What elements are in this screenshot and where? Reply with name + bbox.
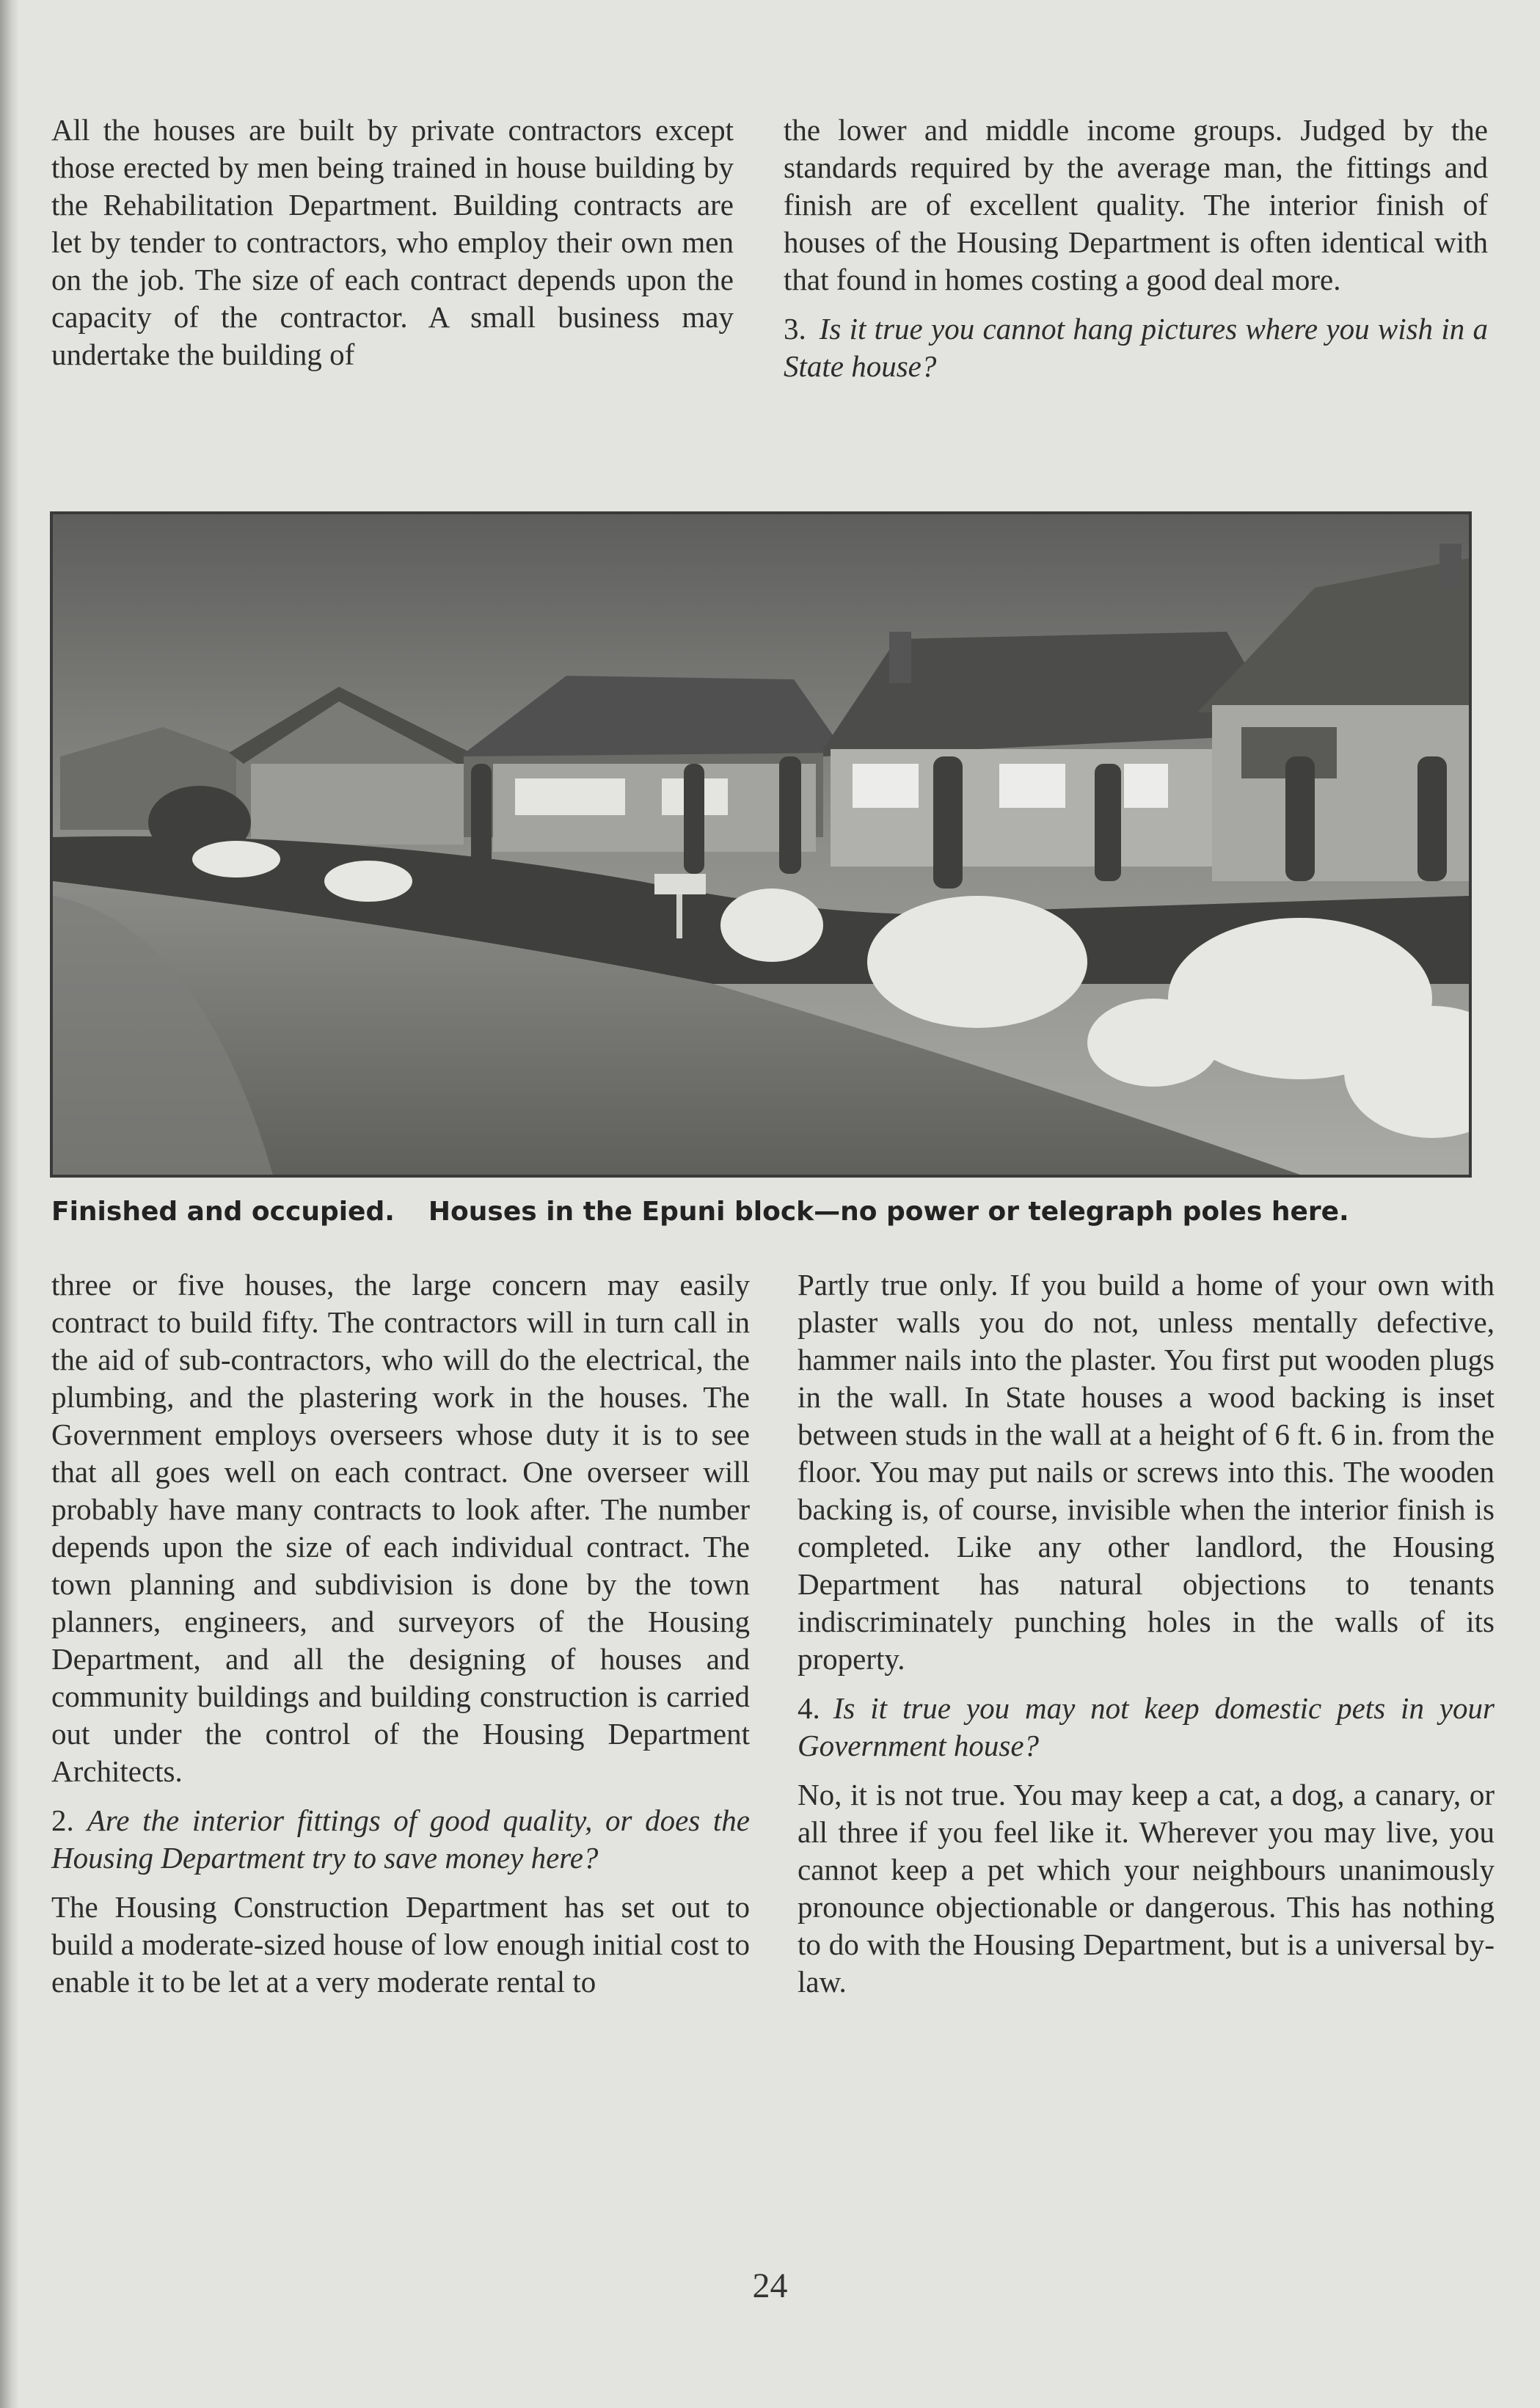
- top-left-column: [51, 112, 734, 373]
- bottom-left-column: [51, 1266, 750, 2001]
- paragraph-income-groups: the lower and middle income groups. Judged by the standards required by the average man, the fittings and finish are of excellent quality. The interior finish of houses of the Housing Department is often identical with that found in homes costing a good deal more.: [784, 113, 1488, 296]
- page-number: 24: [752, 2266, 788, 2305]
- question-4: [798, 1690, 1495, 1765]
- top-right-column: [784, 112, 1488, 385]
- photo-caption: [51, 1194, 1489, 1230]
- question-4-text: Is it true you may not keep domestic pets in your Government house?: [798, 1691, 1495, 1762]
- page-edge-shadow: [0, 0, 19, 2408]
- caption-part1: Finished and occupied.: [51, 1197, 395, 1227]
- paragraph-partly-true: Partly true only. If you build a home of your own with plaster walls you do not, unless mentally defective, hammer nails into the plaster. You first put wooden plugs in the wall. In State houses a wood backing is inset between studs in the wall at a height of 6 ft. 6 in. from the floor. You may put nails or screws into this. The wooden backing is, of course, invisible when the interior finish is completed. Like any other landlord, the Housing Department has natural objections to tenants indiscriminately punching holes in the walls of its property.: [798, 1268, 1495, 1676]
- bottom-right-column: [798, 1266, 1495, 2001]
- street-sign: [654, 874, 706, 894]
- question-2-text: Are the interior fittings of good quality, or does the Housing Department try to save money here?: [51, 1803, 750, 1875]
- question-2: [51, 1802, 750, 1877]
- question-3-number: 3.: [784, 312, 806, 346]
- question-3: [784, 310, 1488, 385]
- paragraph-construction-department: The Housing Construction Department has set out to build a moderate-sized house of low enough initial cost to enable it to be let at a very moderate rental to: [51, 1890, 750, 1999]
- photo-epuni-houses: [50, 511, 1472, 1178]
- paragraph-pets: No, it is not true. You may keep a cat, a dog, a canary, or all three if you feel like it. Wherever you may live, you cannot keep a pet which your neighbours unanimously pronounce objectionable or dangerous. This has nothing to do with the Housing Department, but is a universal by-law.: [798, 1778, 1495, 1999]
- question-3-text: Is it true you cannot hang pictures where you wish in a State house?: [784, 312, 1488, 383]
- paragraph-large-concern: three or five houses, the large concern may easily contract to build fifty. The contractors will in turn call in the aid of sub-contractors, who will do the electrical, the plumbing, and the plastering work in the houses. The Government employs overseers whose duty it is to see that all goes well on each contract. One overseer will probably have many contracts to look after. The number depends upon the size of each individual contract. The town planning and subdivision is done by the town planners, engineers, and surveyors of the Housing Department, and all the designing of houses and community buildings and building construction is carried out under the control of the Housing Department Architects.: [51, 1268, 750, 1788]
- paragraph-contractors: All the houses are built by private contractors except those erected by men being trained in house building by the Rehabilitation Department. Building contracts are let by tender to contractors, who employ their own men on the job. The size of each contract depends upon the capacity of the contractor. A small business may undertake the building of: [51, 113, 734, 371]
- caption-part2: Houses in the Epuni block—no power or telegraph poles here.: [428, 1197, 1349, 1227]
- photo-illustration: [53, 514, 1469, 1175]
- question-4-number: 4.: [798, 1691, 820, 1725]
- question-2-number: 2.: [51, 1803, 74, 1837]
